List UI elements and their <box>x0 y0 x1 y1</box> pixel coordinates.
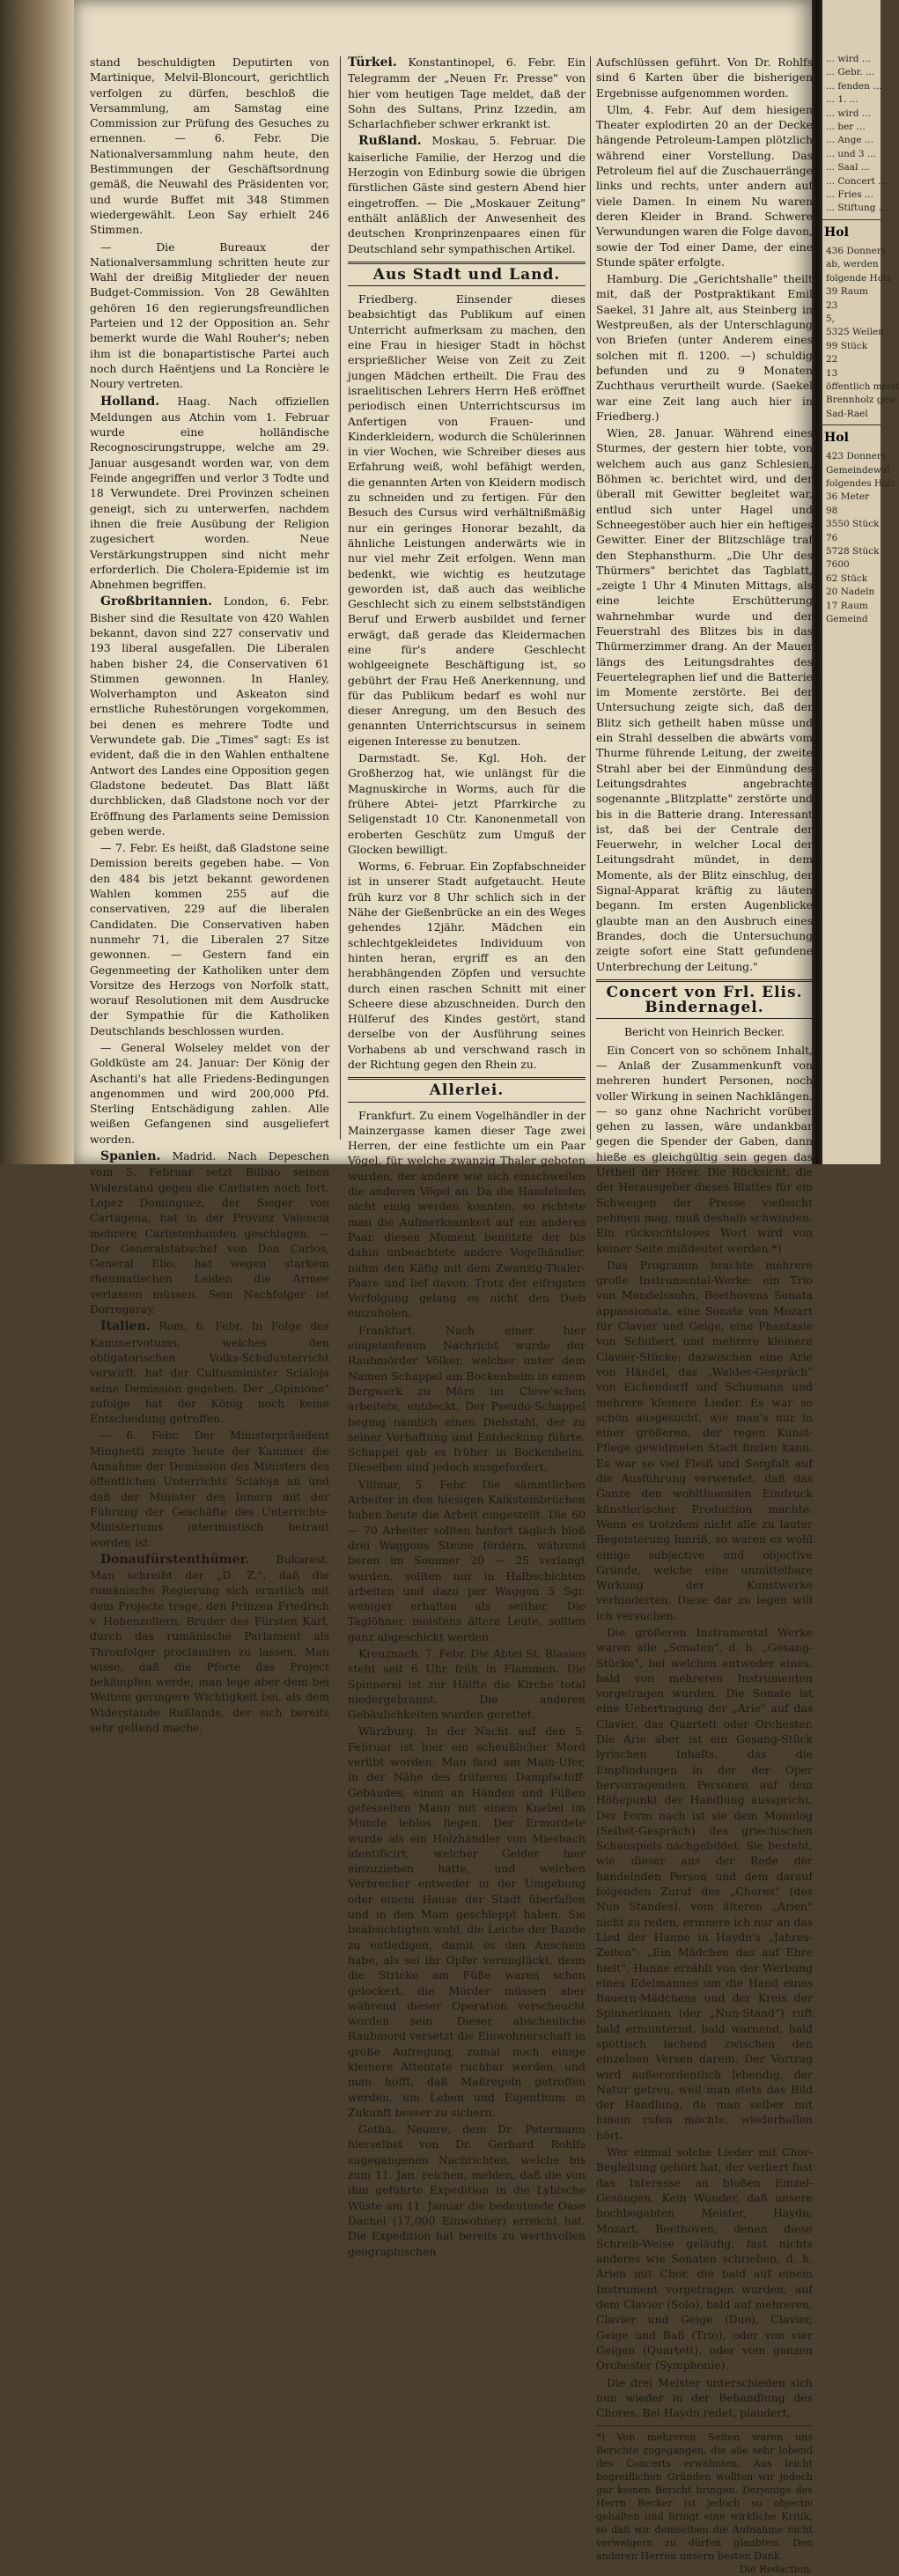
next-page-line: Brennholz gew <box>826 395 896 406</box>
next-page-heading-2: Hol <box>824 431 849 446</box>
next-page-line: öffentlich meist <box>826 380 899 392</box>
column-rule-1 <box>340 56 341 1140</box>
article-spain <box>90 1148 329 1317</box>
text-holland: Haag. Nach offiziellen Meldungen aus Atchin vom 1. Februar wurde eine holländische Recognoscirungstruppe, welche am 29. Januar ausgesandt worden war, von dem Feinde angegriffen und verlor 3 Todte und 18 Verwundete. Drei Provinzen scheinen geneigt, sich zu unterwerfen, nachdem ihnen die freie Ausübung der Religion zugesichert worden. Neue Verstärkungstruppen sind nicht mehr erforderlich. Die Cholera-Epidemie ist im Abnehmen begriffen. <box>90 394 329 592</box>
article-kreuznach: Kreuznach, 7. Febr. Die Abtei St. Blasien steht seit 6 Uhr früh in Flammen. Die Spinnerei ist zur Hälfte die Kirche total niedergebrannt. Die anderen Gebäulichkeiten wurden gerettet. <box>348 1646 586 1722</box>
next-page-line: ... Gebr. ... <box>826 67 875 78</box>
article-darmstadt: Darmstadt. Se. Kgl. Hoh. der Großherzog hat, wie unlängst für die Magnuskirche in Worms, auch für die frühere Abtei- jetzt Pfarrkirche zu Seligenstadt 10 Ctr. Kanonenmetall von eroberten Geschütz zum Umguß der Glocken bewilligt. <box>348 751 586 856</box>
next-page-line: 39 Raum <box>826 286 868 298</box>
heading-holland: Holland. <box>100 394 160 409</box>
heading-spain: Spanien. <box>100 1149 161 1164</box>
page-gutter <box>812 0 822 1164</box>
article-friedberg: Friedberg. Einsender dieses beabsichtigt das Publikum auf einen Unterricht aufmerksam zu machen, den eine Frau in hiesiger Stadt in höchst ersprießlicher Weise von Zeit zu Zeit jungen Mädchen ertheilt. Die Frau des israelitischen Lehrers Herrn Heß eröffnet periodisch einen Unterrichtscursus im Anfertigen von Frauen- und Kinderkleidern, wodurch die Schülerinnen in vier Wochen, wie Schreiber dieses aus Erfahrung weiß, wohl befähigt werden, die genannten Arten von Kleidern modisch zu schneiden und zu fertigen. Für den Besuch des Cursus wird verhältnißmäßig nur ein geringes Honorar bezahlt, da ähnliche Leistungen anderwärts wie in nur viel mehr Zeit erfolgen. Wenn man bedenkt, wie wichtig es heutzutage geworden ist, daß auch das weibliche Geschlecht sich zu einem selbstständigen Beruf und Erwerb ausbildet und ferner erwägt, daß gerade das Kleidermachen eine für's andere Geschlecht wohlgeeignete Beschäftigung ist, so gebührt der Frau Heß Anerkennung, und für das Publikum bedarf es wohl nur dieser Anregung, um den Besuch des genannten Unterrichtscursus in seinem eigenen Interesse zu benutzen. <box>348 292 586 748</box>
heading-danube: Donaufürstenthümer. <box>100 1552 250 1567</box>
next-page-line: ... 1. ... <box>826 94 858 106</box>
next-page-line: 436 Donners <box>826 245 887 256</box>
next-page-line: folgende Holz <box>826 272 891 284</box>
next-page-line: Gemeind <box>826 614 868 625</box>
next-page-line: 98 <box>826 505 838 516</box>
concert-paragraph-3: Die größeren Instrumental Werke waren alle „Sonaten", d. h. „Gesang-Stücke", bei welchen entweder eines, bald von mehreren Instrumenten vorgetragen wurden. Die Sonate ist eine Uebertragung der „Arie" auf das Clavier, das Quartett oder Orchester. Die Arie aber ist ein Gesang-Stück lyrischen Inhalts, das die Empfindungen in der der Oper hervorragenden Personen auf dem Höhepunkt der Handlung ausspricht. Der Form nach ist sie dem Monolog (Selbst-Gespräch) des griechischen Schauspiels nachgebildet. Sie besteht, wie dieser aus der Rede der handelnden Person und dem darauf folgenden Zuruf des „Chores" (des Nun Standes), vom älteren „Arien" nicht zu reden, erinnere ich nur an das Lied der Hanne in Haydn's „Jahres-Zeiten": „Ein Mädchen das auf Ehre hielt". Hanne erzählt von der Werbung eines Edelmannes um die Hand eines Bauern-Mädchens und der Kreis der Spinnerinnen (der „Nun-Stand") ruft bald ermunternd, bald warnend, bald spöttisch lachend zwischen den einzelnen Versen darein. Der Vortrag wird außerordentlich lebendig, der Natur getreu, weil man stets das Bild der Handlung, da man selber mit hinein rufen möchte, wiederhallen hört. <box>596 1625 813 2142</box>
next-page-line: 5, <box>826 313 836 324</box>
next-page-line: ... Stiftung ... <box>826 203 888 214</box>
article-italy-2: — 6. Febr. Der Ministerpräsident Minghetti zeigte heute der Kammer die Annahme der Demission des Ministers des öffentlichen Unterrichts Scialoja an und daß der Minister des Innern mit der Führung der Geschäfte des Unterrichts-Ministeriums interimistisch betraut worden ist. <box>90 1428 329 1549</box>
next-page-line: ab, werden <box>826 259 879 270</box>
next-page-line: 7600 <box>826 559 850 571</box>
next-page-line: ... Ange ... <box>826 135 873 146</box>
article-frankfurt-2: Frankfurt. Nach einer hier eingelaufenen Nachricht wurde der Raubmörder Völker, welcher unter dem Namen Schappel am Bockenheim in einem Bergwerk zu Mörs im Cleve'schen arbeitete, entdeckt. Der Pseudo-Schappel beging nämlich einen Diebstahl, der zu seiner Verhaftung und Entdeckung führte. Schappel gab es früher in Bockenheim. Dieselben sind jedoch ausgefordert. <box>348 1323 586 1474</box>
footnote <box>596 2425 813 2576</box>
next-page-line: 5325 Wellen <box>826 327 884 338</box>
next-page-rule <box>822 424 881 425</box>
next-page-line: 23 <box>826 299 838 311</box>
next-page-rule <box>822 219 881 220</box>
article-villmar: Villmar, 5. Febr. Die sämmtlichen Arbeiter in den hiesigen Kalksteinbrüchen haben heute die Arbeit eingestellt. Die 60 — 70 Arbeiter sollten hinfort täglich bloß drei Waggons Steine fördern, während beren im Sommer 20 — 25 verlangt wurden, sollten nur in Halbschichten arbeiten und dazu per Waggon 5 Sgr. weniger erhalten als seither. Die Taglöhner, meistens ältere Leute, sollten ganz abgeschickt werden. <box>348 1477 586 1643</box>
section-heading-concert: Concert von Frl. Elis. Bindernagel. <box>596 979 813 1020</box>
concert-paragraph-5: Die drei Meister unterschieden sich nun wieder in der Behandlung des Chores. Bei Haydn redet, plaudert, <box>596 2375 813 2420</box>
next-page-line: 17 Raum <box>826 600 868 611</box>
next-page-line: 423 Donners <box>826 451 887 462</box>
column-1 <box>90 55 329 1735</box>
text-spain: Madrid. Nach Depeschen vom 5. Februar setzt Bilbao seinen Widerstand gegen die Carlisten noch fort. Lopez Dominguez, der Sieger von Cartagena, hat in der Provinz Valencia mehrere Carlistenbanden geschlagen. — Der Generalstabschef von Don Carlos, General Elio, hat wegen starkem rheumatischen Leiden die Armee verlassen müssen. Sein Nachfolger ist Dorregaray. <box>90 1149 329 1317</box>
text-danube: Bukarest. Man schreibt der „D. Z.", daß die rumänische Regierung sich ernstlich mit dem Projecte trage, den Prinzen Friedrich v. Hohenzollern, Bruder des Fürsten Karl, durch das rumänische Parlament als Thronfolger proclamiren zu lassen. Man wisse, daß die Pforte das Project bekämpfen werde; man lege aber dem bei Weitem geringere Wichtigkeit bei, als dem Widerstande Rußlands, der sich bereits sehr geltend mache. <box>90 1552 329 1735</box>
article-turkey <box>348 55 586 131</box>
article-frankfurt: Frankfurt. Zu einem Vogelhändler in der Mainzergasse kamen dieser Tage zwei Herren, der eine festlichte um ein Paar Vögel, für welche zwanzig Thaler geboten wurden, der andere wie sich einschweilen die anderen Vögel an. Da die Handelnden nicht einig werden konnten, so richtete man die Aufmerksamkeit auf ein anderes Paar, diesen Moment benützte der bis dahin unbeachtete andere Vogelhändler, nahm den Käfig mit dem Zwanzig-Thaler-Paare und lief davon. Trotz der eifrigsten Verfolgung gelang es nicht den Dieb einzuholen. <box>348 1108 586 1320</box>
heading-russia: Rußland. <box>358 134 422 149</box>
column-rule-2 <box>590 56 591 1140</box>
next-page-heading-1: Hol <box>824 225 849 240</box>
next-page-line: ... wird ... <box>826 107 871 119</box>
next-page-edge <box>822 0 899 1164</box>
next-page-line: 62 Stück <box>826 572 868 584</box>
next-page-line: ... und 3 ... <box>826 148 876 159</box>
next-page-line: ... ber ... <box>826 122 866 133</box>
text-turkey: Konstantinopel, 6. Febr. Ein Telegramm der „Neuen Fr. Presse" von hier vom heutigen Tage meldet, daß der Sohn des Sultans, Prinz Izzedin, am Scharlachfieber schwer erkrankt ist. <box>348 55 586 131</box>
article-worms: Worms, 6. Februar. Ein Zopfabschneider ist in unserer Stadt aufgetaucht. Heute früh kurz vor 8 Uhr schlich sich in der Nähe der Gießenbrücke an ein des Weges gehendes 12jähr. Mädchen ein schlechtgekleidetes Individuum von hinten heran, ergriff es an den herabhängenden Zöpfen und versuchte durch einen raschen Schnitt mit einer Scheere diese abzuschneiden. Durch den Hülferuf des Kindes gestört, stand derselbe von der Ausführung seines Vorhabens ab und verschwand rasch in der Richtung gegen den Rhein zu. <box>348 860 586 1071</box>
footnote-text: *) Von mehreren Seiten waren uns Berichte zugegangen, die alle sehr lobend des Concerts erwähnten. Aus leicht begreiflichen Gründen wollten wir jedoch gar keinen Bericht bringen. Derjenige des Herrn Becker ist jedoch so objectiv gehalten und bringt eine wirkliche Kritik, so daß wir demselben die Aufnahme nicht verweigern zu dürfen glaubten. Den anderen Herren unsern besten Dank. <box>596 2432 813 2563</box>
concert-paragraph-1: Ein Concert von so schönem Inhalt, — Anlaß der Zusammenkunft von mehreren hundert Personen, noch voller Wirkung in seinen Nachklängen. — so ganz ohne Nachricht vorüber gehen zu lassen, wäre undankbar gegen die Spender der Gaben, dann hieße es gleichgültig sein gegen das Urtheil der Hörer. Die Rücksicht, die der Herausgeber dieses Blattes für ein Schweigen der Presse vielleicht nehmen mag, muß deshalb schwinden. Ein rücksichtsloses Wort wird von keiner Seite mißdeutet werden.*) <box>596 1043 813 1255</box>
article-russia <box>348 133 586 255</box>
next-page-line: Gemeindewal <box>826 464 890 476</box>
article-great-britain-3: — General Wolseley meldet von der Goldküste am 24. Januar: Der König der Aschanti's hat alle Friedens-Bedingungen angenommen und wird 200,000 Pfd. Sterling Entschädigung zahlen. Alle weißen Gefangenen sind ausgeliefert worden. <box>90 1041 329 1146</box>
column-2 <box>348 55 586 2258</box>
next-page-line: folgendes Holz <box>826 477 896 489</box>
next-page-line: 5728 Stück <box>826 546 880 557</box>
next-page-line: ... Concert ... <box>826 175 888 187</box>
next-page-line: ... Fries ... <box>826 189 873 201</box>
article-italy <box>90 1318 329 1426</box>
section-heading-stadt-land: Aus Stadt und Land. <box>348 262 586 286</box>
next-page-line: ... Saal ... <box>826 162 870 173</box>
article-wuerzburg: Würzburg. In der Nacht auf den 5. Februar ist hier ein scheußlicher Mord verübt worden. Man fand am Main-Ufer, in der Nähe des früheren Dampfschiff-Gebäudes, einen an Händen und Füßen gefesselten Mann mit einem Knebel im Munde leblos liegen. Der Ermordete wurde als ein Holzhändler von Miesbach identificirt, welcher Gelder hier einzuziehen hatte, und welchen Verbrecher entweder in der Umgebung oder einem Hause der Stadt überfallen und in den Main geschleppt haben. Sie beabsichtigten wohl, die Leiche der Bande zu entledigen, damit es den Anschein habe, als sei ihr Opfer verunglückt, denn die Stricke am Füße waren schon gelockert, die Mörder müssen aber während dieser Operation verscheucht worden sein. Dieser abscheuliche Raubmord versetzt die Einwohnerschaft in große Aufregung, zumal noch einige kleinere Attentate ruchbar werden, und man hofft, daß Maßregeln getroffen werden, um Leben und Eigenthum in Zukunft besser zu sichern. <box>348 1724 586 2119</box>
article-danube <box>90 1552 329 1736</box>
footnote-signature: Die Redaction. <box>739 2564 813 2576</box>
next-page-line: Sad-Rael <box>826 408 868 419</box>
next-page-line: 36 Meter <box>826 491 870 503</box>
next-page-lines-b <box>822 245 899 421</box>
text-russia: Moskau, 5. Februar. Die kaiserliche Familie, der Herzog und die Herzogin von Edinburg sowie die übrigen fürstlichen Gäste sind gestern Abend hier eingetroffen. — Die „Moskauer Zeitung" enthält anläßlich der Anwesenheit des deutschen Kronprinzenpaares einen für Deutschland sehr sympathischen Artikel. <box>348 134 586 255</box>
article-holland <box>90 394 329 593</box>
article-france-continued: stand beschuldigten Deputirten von Martinique, Melvil-Bloncourt, gerichtlich verfolgen zu dürfen, beschloß die Versammlung, am Samstag eine Commission zur Prüfung des Gesuches zu ernennen. — 6. Febr. Die Nationalversammlung nahm heute, den Bestimmungen der Geschäftsordnung gemäß, die Neuwahl des Präsidenten vor, und wurde Buffet mit 348 Stimmen wiedergewählt. Leon Say erhielt 246 Stimmen. <box>90 55 329 237</box>
section-heading-allerlei: Allerlei. <box>348 1077 586 1102</box>
next-page-line: 3550 Stück <box>826 519 880 530</box>
article-hamburg: Hamburg. Die „Gerichtshalle" theilt mit, daß der Postpraktikant Emil Saekel, 31 Jahre alt, aus Steinberg in Westpreußen, als der Unterschlagung von Briefen (unter Anderem eines solchen mit fl. 1200. —) schuldig befunden und zu 9 Monaten Zuchthaus verurtheilt wurde. (Saekel war eine Zeit lang auch hier in Friedberg.) <box>596 272 813 423</box>
concert-byline: Bericht von Heinrich Becker. <box>623 1025 785 1039</box>
article-france-bureaux: — Die Bureaux der Nationalversammlung schritten heute zur Wahl der dreißig Mitglieder der neuen Budget-Commission. Von 28 Gewählten gehören 16 den regierungsfreundlichen Parteien und 12 der Opposition an. Sehr bemerkt wurde die Wahl Rouher's; neben ihm ist die bonapartistische Partei auch noch durch Haëntjens und La Roncière le Noury vertreten. <box>90 240 329 391</box>
book-spine <box>0 0 74 1164</box>
next-page-line: 99 Stück <box>826 340 868 351</box>
heading-turkey: Türkei. <box>348 55 397 70</box>
heading-italy: Italien. <box>100 1319 151 1334</box>
text-italy: Rom, 6. Febr. In Folge des Kammervotums, welches den obligatorischen Volks-Schulunterricht verwirft, hat der Cultusminister Scialoja seine Demission gegeben. Der „Opinione" zufolge hat der König noch keine Entscheidung getroffen. <box>90 1319 329 1426</box>
article-gotha: Gotha. Neuere, dem Dr. Petermann hierselbst von Dr. Gerhard Rohlfs zugegangenen Nachrichten, welche bis zum 11. Jan. reichen, melden, daß die von ihm geführte Expedition in die Lybische Wüste am 11. Januar die bedeutende Oase Dachel (17,000 Einwohner) erreicht hat. Die Expedition hat bereits zu werthvollen geographischen <box>348 2122 586 2258</box>
next-page-line: ... wird ... <box>826 54 871 64</box>
article-great-britain <box>90 594 329 838</box>
article-ulm: Ulm, 4. Febr. Auf dem hiesigen Theater explodirten 20 an der Decke hängende Petroleum-Lampen plötzlich während einer Vorstellung. Das Petroleum fiel auf die Zuschauerränge links und rechts, unter andern auf viele Damen. In einem Nu waren deren Kleider in Brand. Schwere Verwundungen waren die Folge davon, sowie der Tod einer Dame, der eine Stunde später erfolgte. <box>596 102 813 269</box>
column-3 <box>596 55 813 2576</box>
concert-paragraph-2: Das Programm brachte mehrere große Instrumental-Werke: ein Trio von Mendelssohn, Beethovens Sonata appassionata, eine Sonate von Mozart für Clavier und Geige, eine Phantasie von Schubert und mehrere kleinere Clavier-Stücke; dazwischen eine Arie von Händel, das „Waldes-Gespräch" von Eichendorff und Schumann und mehrere kleinere Lieder. Es war so schön ausgesucht, wie man's nur in einer größeren, der regen Kunst-Pflege gewidmeten Stadt finden kann. Es war so viel Fleiß und Sorgfalt auf die Ausführung verwendet, daß das Ganze den wohlthuenden Eindruck künstlerischer Production machte. Wenn es trotzdem nicht alle zu lauter Begeisterung hinriß, so waren es wohl einige subjective und objective Gründe, welche eine unmittelbare Wirkung der Kunstwerke verhinderten. Diese dar zu legen will ich versuchen. <box>596 1258 813 1622</box>
article-gotha-continued: Aufschlüssen geführt. Von Dr. Rohlfs sind 6 Karten über die bisherigen Ergebnisse aufgenommen worden. <box>596 55 813 100</box>
article-great-britain-2: — 7. Febr. Es heißt, daß Gladstone seine Demission bereits gegeben habe. — Von den 484 bis jetzt bekannt gewordenen Wahlen kommen 255 auf die conservativen, 229 auf die liberalen Candidaten. Die Conservativen haben nunmehr 71, die Liberalen 27 Sitze gewonnen. — Gestern fand ein Gegenmeeting der Katholiken unter dem Vorsitze des Herzogs von Norfolk statt, worauf Resolutionen mit dem Ausdrucke der Sympathie für die Katholiken Deutschlands beschlossen wurden. <box>90 841 329 1037</box>
next-page-line: 13 <box>826 367 838 379</box>
next-page-line: ... fenden ... <box>826 80 882 92</box>
concert-paragraph-4: Wer einmal solche Lieder mit Chor-Begleitung gehört hat, der verliert fast das Interesse an bloßen Einzel-Gesängen. Kein Wunder, daß unsere hochbegabten Meister, Haydn, Mozart, Beethoven, denen diese Schreib-Weise geläufig, fast nichts anderes wie Sonaten schrieben, d. h. Arien mit Chor, die bald auf einem Instrument vorgetragen wurden, auf dem Clavier (Solo), bald auf mehreren, Clavier und Geige (Duo), Clavier, Geige und Baß (Trio), oder von vier Geigen (Quartett), oder vom ganzen Orchester (Symphonie). <box>596 2145 813 2373</box>
text-great-britain: London, 6. Febr. Bisher sind die Resultate von 420 Wahlen bekannt, davon sind 227 conservativ und 193 liberal ausgefallen. Die Liberalen haben bisher 24, die Conservativen 61 Stimmen gewonnen. In Hanley, Wolverhampton und Askeaton sind ernstliche Ruhestörungen vorgekommen, bei denen es mehrere Todte und Verwundete gab. Die „Times" sagt: Es ist evident, daß die in den Wahlen enthaltene Antwort des Landes eine Opposition gegen Gladstone bedeutet. Das Blatt läßt durchblicken, daß Gladstone noch vor der Eröffnung des Parlaments seine Demission geben werde. <box>90 594 329 838</box>
heading-great-britain: Großbritannien. <box>100 594 212 609</box>
next-page-lines-a <box>822 53 888 216</box>
next-page-line: 20 Nadeln <box>826 587 875 598</box>
article-wien: Wien, 28. Januar. Während eines Sturmes, der gestern hier tobte, von welchem auch aus ganz Schlesien, Böhmen ꝛc. berichtet wird, und der überall mit Gewitter begleitet war, entlud sich unter Hagel und Schneegestöber auch hier ein heftiges Gewitter. Einer der Blitzschläge traf den Stephansthurm. „Die Uhr des Thürmers" berichtet das Tagblatt, „zeigte 1 Uhr 4 Minuten Mittags, als eine leichte Erschütterung wahrnehmbar wurde und der Feuerstrahl des Blitzes bis in das Thürmerzimmer drang. An der Mauer längs des Leitungsdrahtes des Feuertelegraphen lief und die Batterie im Momente zerstörte. Bei der Untersuchung zeigte sich, daß der Blitz sich getheilt haben müsse und ein Strahl desselben die abwärts vom Thurme führende Leitung, der zweite Strahl aber bei der Einmündung des Leitungsdrahtes angebrachte sogenannte „Blitzplatte" zerstörte und bis in die Batterie drang. Interessant ist, daß bei der Centrale der Feuerwehr, in welcher Local der Leitungsdraht mündet, in dem Momente, als der Blitz einschlug, der Signal-Apparat kräftig zu läuten begann. Im ersten Augenblicke glaubte man an den Ausbruch eines Brandes, doch die Untersuchung zeigte sofort eine Statt gefundene Unterbrechung der Leitung." <box>596 426 813 973</box>
next-page-lines-c <box>822 450 896 626</box>
next-page-line: 22 <box>826 354 838 365</box>
next-page-line: 76 <box>826 532 838 543</box>
